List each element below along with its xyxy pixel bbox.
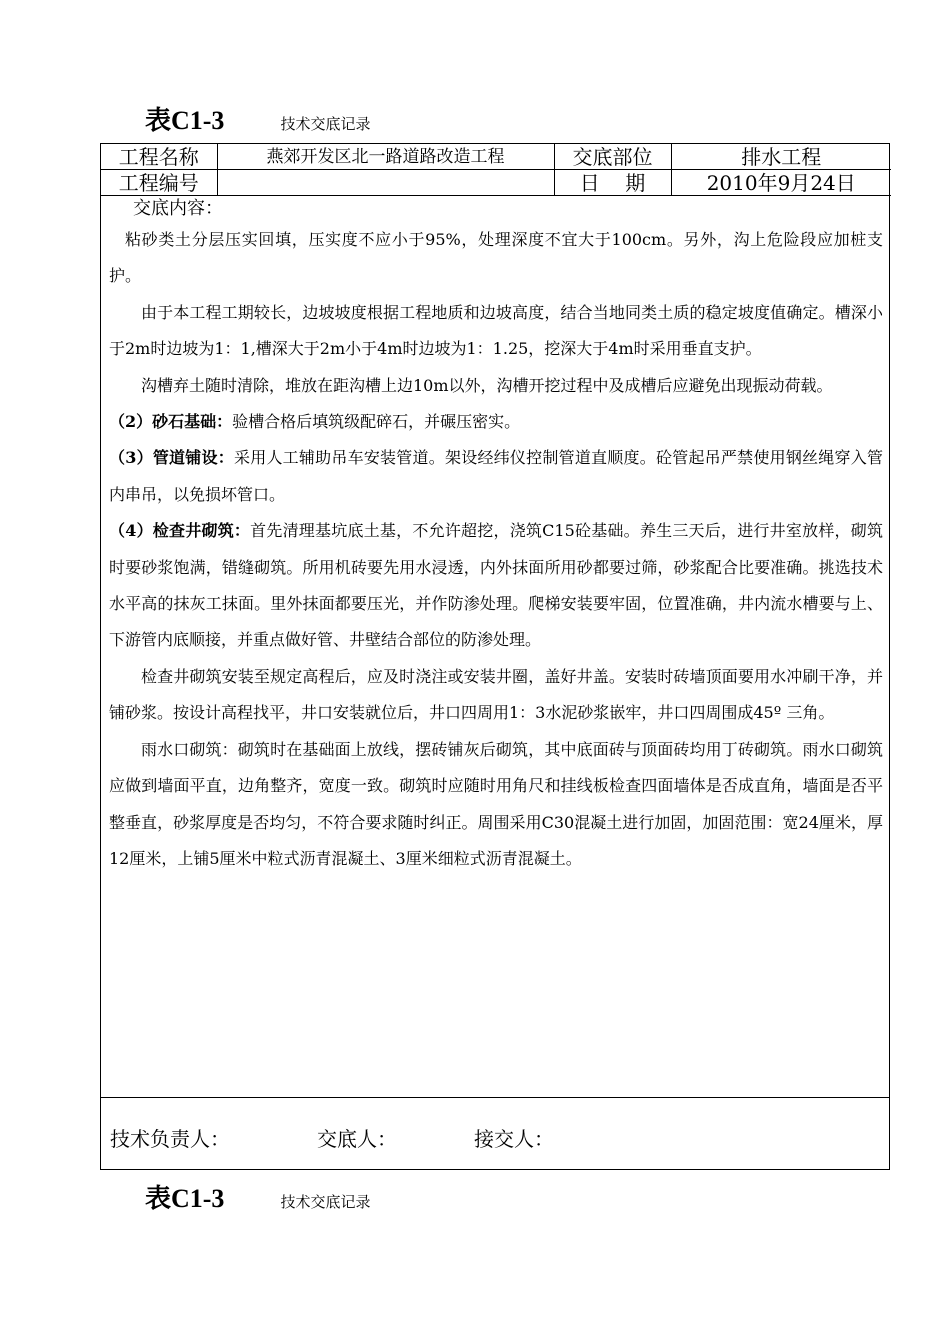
- form-title: 技术交底记录: [280, 1193, 371, 1211]
- content-paragraph: 沟槽弃土随时清除，堆放在距沟槽上边10m以外，沟槽开挖过程中及成槽后应避免出现振动荷载。: [141, 375, 833, 395]
- section-text: 首先清理基坑底土基，不允许超挖，浇筑C15砼基础。养生三天后，进行井室放样，砌筑时要砂浆饱满，错缝砌筑。所用机砖要先用水浸透，内外抹面所用砂都要过筛，砂浆配合比要准确。挑选技术水平高的抹灰工抹面。里外抹面都要压光，并作防渗处理。爬梯安装要牢固，位置准确，井内流水槽要与上、下游管内底顺接，并重点做好管、井壁结合部位的防渗处理。: [109, 521, 883, 650]
- content-paragraph: [109, 440, 883, 513]
- form-header: [145, 1178, 370, 1214]
- signature-row: [101, 1097, 889, 1169]
- project-name-label: 工程名称: [101, 144, 217, 170]
- tech-lead-signature-label: 技术负责人：: [110, 1127, 230, 1151]
- content-paragraph: [109, 404, 883, 440]
- content-paragraph: 检查井砌筑安装至规定高程后，应及时浇注或安装井圈，盖好井盖。安装时砖墙顶面要用水冲刷干净，并铺砂浆。按设计高程找平，井口安装就位后，井口四周用1：3水泥砂浆嵌牢，井口四周围成45º 三角。: [109, 666, 883, 723]
- form-code: 表C1-3: [145, 1184, 225, 1213]
- section-heading: （2）砂石基础：: [109, 412, 233, 432]
- content-label: 交底内容：: [133, 198, 223, 219]
- handover-by-signature-label: 交底人：: [317, 1127, 397, 1151]
- handover-content: [101, 196, 889, 1098]
- project-info-table: [101, 144, 891, 196]
- section-heading: （4）检查井砌筑：: [109, 521, 251, 541]
- project-no-label: 工程编号: [101, 170, 217, 196]
- date-value: 2010年9月24日: [671, 170, 891, 196]
- content-paragraph: 由于本工程工期较长，边坡坡度根据工程地质和边坡高度，结合当地同类土质的稳定坡度值确定。槽深小于2m时边坡为1：1,槽深大于2m小于4m时边坡为1：1.25，挖深大于4m时采用垂直支护。: [109, 302, 883, 359]
- date-label: 日 期: [554, 170, 671, 196]
- project-no-value: [217, 170, 554, 196]
- form-title: 技术交底记录: [280, 115, 371, 133]
- form-code: 表C1-3: [145, 106, 225, 135]
- receiver-signature-label: 接交人：: [474, 1127, 554, 1151]
- content-paragraph: [109, 513, 883, 659]
- section-heading: （3）管道铺设：: [109, 448, 234, 468]
- project-name-value: 燕郊开发区北一路道路改造工程: [217, 144, 554, 170]
- section-label: 交底部位: [554, 144, 671, 170]
- handover-record-sheet: [100, 143, 890, 1170]
- table-row: [101, 170, 891, 196]
- content-paragraph: 雨水口砌筑：砌筑时在基础面上放线，摆砖铺灰后砌筑，其中底面砖与顶面砖均用丁砖砌筑。雨水口砌筑应做到墙面平直，边角整齐，宽度一致。砌筑时应随时用角尺和挂线板检查四面墙体是否成直角，墙面是否平整垂直，砂浆厚度是否均匀，不符合要求随时纠正。周围采用C30混凝土进行加固，加固范围：宽24厘米，厚12厘米，上铺5厘米中粒式沥青混凝土、3厘米细粒式沥青混凝土。: [109, 739, 883, 868]
- form-header: [145, 100, 370, 136]
- section-value: 排水工程: [671, 144, 891, 170]
- section-text: 采用人工辅助吊车安装管道。架设经纬仪控制管道直顺度。砼管起吊严禁使用钢丝绳穿入管内串吊，以免损坏管口。: [109, 448, 883, 504]
- table-row: [101, 144, 891, 170]
- content-paragraph: 粘砂类土分层压实回填，压实度不应小于95%，处理深度不宜大于100cm。另外，沟上危险段应加桩支护。: [109, 230, 883, 286]
- section-text: 验槽合格后填筑级配碎石，并碾压密实。: [232, 412, 521, 432]
